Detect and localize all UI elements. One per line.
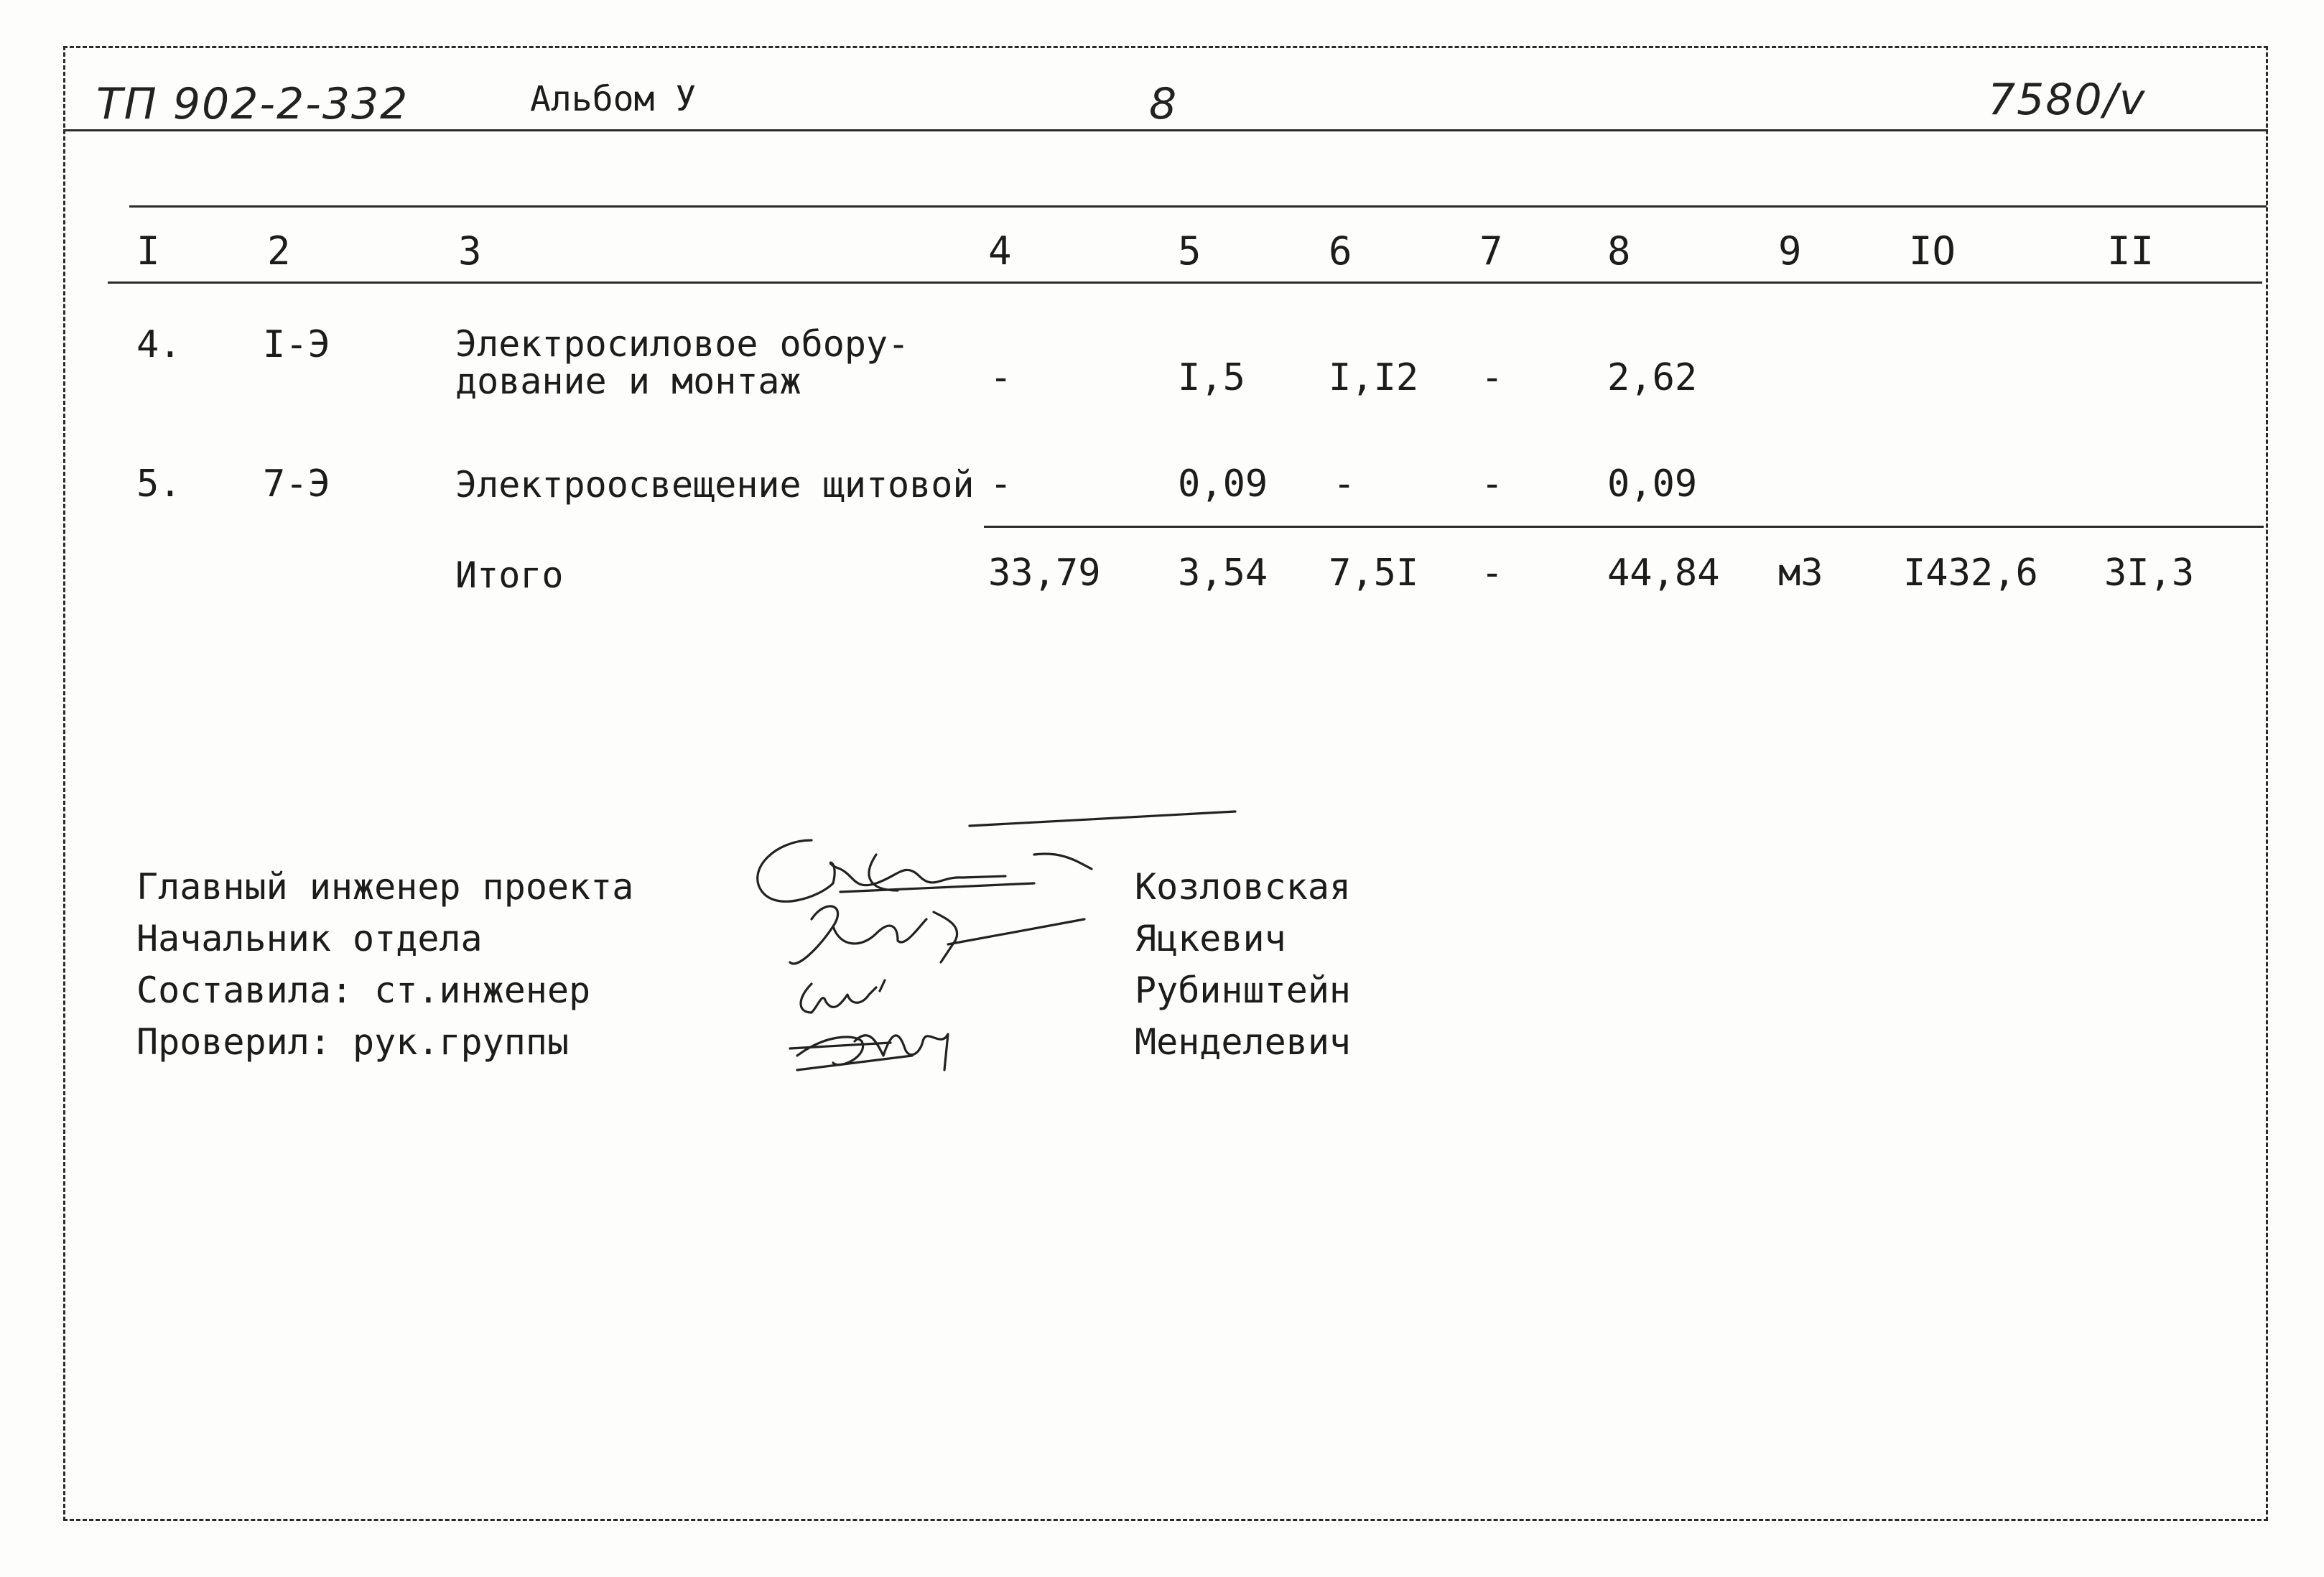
col-header-5: 5	[1178, 228, 1201, 274]
col-header-1: I	[136, 228, 160, 274]
position-department-head: Начальник отдела	[136, 918, 483, 959]
col-header-8: 8	[1607, 228, 1631, 274]
total-col4: 33,79	[988, 552, 1101, 595]
row-col5: I,5	[1178, 356, 1245, 399]
row-col8: 2,62	[1607, 356, 1698, 399]
signature-compiler	[801, 980, 885, 1013]
col-header-6: 6	[1329, 228, 1352, 274]
total-label: Итого	[455, 554, 564, 596]
header-divider	[63, 129, 2268, 131]
row-col7: -	[1481, 462, 1504, 506]
row-code: I-Э	[263, 323, 330, 366]
col-header-10: IO	[1909, 228, 1956, 274]
total-col9: м3	[1778, 552, 1823, 595]
row-col7: -	[1481, 356, 1504, 399]
page-number: 8	[1149, 79, 1179, 129]
total-col8: 44,84	[1607, 552, 1720, 595]
row-col6: I,I2	[1329, 356, 1419, 399]
total-rule	[984, 526, 2264, 528]
position-compiler: Составила: ст.инженер	[136, 969, 591, 1011]
inventory-number: 7580/v	[1988, 75, 2147, 125]
col-header-4: 4	[988, 228, 1012, 274]
col-header-7: 7	[1479, 228, 1503, 274]
col-header-9: 9	[1778, 228, 1802, 274]
total-col6: 7,5I	[1329, 552, 1419, 595]
signature-checker	[790, 1034, 948, 1070]
row-number: 4.	[136, 323, 182, 366]
table-header-rule	[108, 282, 2262, 284]
row-col4: -	[990, 462, 1013, 506]
name-mendelevich: Менделевич	[1135, 1021, 1352, 1063]
name-rubinshtein: Рубинштейн	[1135, 969, 1352, 1011]
row-code: 7-Э	[263, 462, 330, 506]
position-chief-engineer: Главный инженер проекта	[136, 866, 634, 908]
total-col10: I432,6	[1903, 552, 2038, 595]
col-header-3: 3	[458, 228, 482, 274]
col-header-2: 2	[267, 228, 291, 274]
position-checker: Проверил: рук.группы	[136, 1021, 570, 1063]
row-col8: 0,09	[1607, 462, 1698, 506]
signature-chief-engineer	[758, 811, 1235, 901]
total-col7: -	[1481, 552, 1504, 595]
project-code: ТП 902-2-332	[96, 79, 409, 129]
row-name-line1: Электросиловое обору-	[455, 323, 910, 365]
name-yatskevich: Яцкевич	[1135, 918, 1286, 959]
total-col5: 3,54	[1178, 552, 1268, 595]
signature-department-head	[790, 906, 1084, 964]
row-number: 5.	[136, 462, 182, 506]
table-top-rule	[129, 205, 2267, 208]
row-col5: 0,09	[1178, 462, 1268, 506]
name-kozlovskaya: Козловская	[1135, 866, 1352, 908]
col-header-11: II	[2107, 228, 2155, 274]
row-name: Электроосвещение щитовой	[455, 464, 975, 506]
row-col4: -	[990, 356, 1013, 399]
handwritten-signatures	[733, 811, 1250, 1099]
album-label: Альбом У	[530, 79, 697, 119]
row-name-line2: дование и монтаж	[455, 360, 801, 402]
row-col6: -	[1333, 462, 1356, 506]
total-col11: 3I,3	[2104, 552, 2195, 595]
